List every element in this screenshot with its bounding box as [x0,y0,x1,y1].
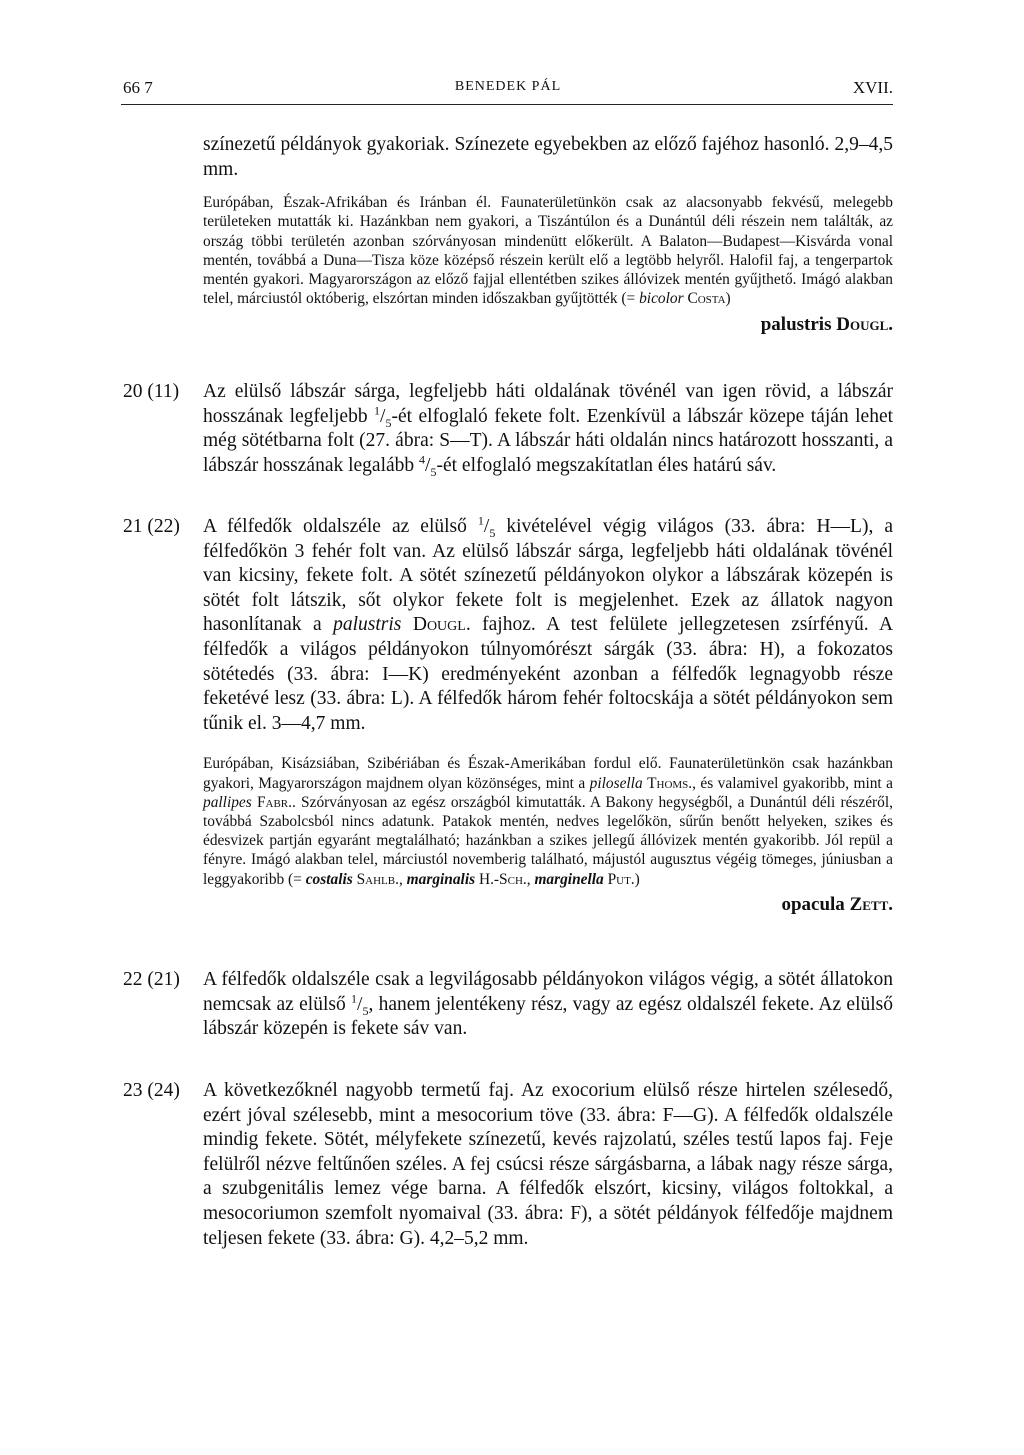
couplet-number: 23 (24) [123,1080,180,1101]
couplet-23 [203,1079,893,1251]
running-author: BENEDEK PÁL [454,79,562,94]
top-section [203,133,893,355]
species-name-palustris: palustris Dougl. [760,314,893,336]
distribution-note: Európában, Észak-Afrikában és Iránban él. Faunaterületünkön csak az alacsonyabb fekvésű, melegebb területeken mutatták ki. Hazánkban nem gyakori, a Tiszántúlon és a Dunántúl déli részein nem találták, az ország többi területén azonban szórványosan mindenütt előkerült. A Balaton—Budapest—Kisvárda vonal mentén, továbbá a Duna—Tisza köze középső részein került elő a legtöbb helyről. Halofil faj, a tengerpartok mentén gyakori. Magyarországon az előző fajjal ellentétben szikes állóvizek mentén gyűjthető. Imágó alakban telel, márciustól októberig, elszórtan minden időszakban gyűjtötték (= bicolor Costa) [203,194,893,308]
couplet-text: A következőknél nagyobb termetű faj. Az exocorium elülső része hirtelen szélesedő, ezért jóval szélesebb, mint a mesocorium töve (33. ábra: F—G). A félfedők oldalszéle mindig fekete. Sötét, mélyfekete színezetű, kevés rajzolatú, széles testű lapos faj. Feje felülről nézve feltűnően széles. A fej csúcsi része sárgásbarna, a lábak nagy része sárga, a szubgenitális lemez vége barna. A félfedők elszórt, kicsiny, világos foltokkal, a mesocoriumon szemfolt nyomaival (33. ábra: F), a sötét példányok félfedője majdnem teljesen fekete (33. ábra: G). 4,2–5,2 mm. [203,1080,893,1249]
couplet-text: A félfedők oldalszéle csak a legvilágosabb példányokon világos végig, a sötét állatokon nemcsak az elülső $^1/_5$, hanem jelentékeny rész, vagy az egész oldalszél fekete. Az elülső lábszár közepén is fekete sáv van. [203,969,894,1040]
couplet-20 [203,380,893,478]
couplet-number: 20 (11) [123,381,180,402]
couplet-22 [203,968,893,1042]
species-name-opacula: opacula Zett. [781,893,893,915]
page-number: 66 7 [123,78,153,97]
couplet-number: 21 (22) [123,516,180,537]
couplet-text: Az elülső lábszár sárga, legfeljebb háti oldalának tövénél van igen rövid, a lábszár hosszának legfeljebb $^1/_5-ét$ elfoglaló fekete folt. Ezenkívül a lábszár közepe táján lehet még sötétbarna folt (27. ábra: S—T). A lábszár háti oldalán nincs határozott hosszanti, a lábszár hosszának legalább $^4/_5-ét$ elfoglaló megszakítatlan éles határú sáv. [203,381,894,479]
volume-number: XVII. [852,78,893,97]
couplet-21 [203,515,893,935]
distribution-note: Európában, Kisázsiában, Szibériában és Észak-Amerikában fordul elő. Faunaterületünkön csak hazánkban gyakori, Magyarországon majdnem olyan közönséges, mint a pilosella Thoms., és valamivel gyakoribb, mint a pallipes Fabr.. Szórványosan az egész országból kimutatták. A Bakony hegységből, a Dunántúl déli részéről, továbbá Szabolcsból nincs adatunk. Patakok mentén, nedves legelőkön, sűrűn benőtt helyeken, szikes és édesvizek partján egyaránt megtalálható; hazánkban a szikes jellegű állóvizek mentén gyakoribb. Jól repül a fényre. Imágó alakban telel, márciustól novemberig található, májustól augusztus végéig tömeges, júniusban a leggyakoribb (= costalis Sahlb., marginalis H.-Sch., marginella Put.) [203,755,893,888]
running-header [123,78,893,104]
continued-description: színezetű példányok gyakoriak. Színezete egyebekben az előző fajéhoz hasonló. 2,9–4,5 mm. [203,134,893,180]
couplet-number: 22 (21) [123,969,180,990]
header-rule [121,104,893,105]
couplet-text: A félfedők oldalszéle az elülső $^1/_5$ kivételével végig világos (33. ábra: H—L), a félfedőkön 3 fehér folt van. Az elülső lábszár sárga, legfeljebb háti oldalának tövénél van kicsiny, fekete folt. A sötét színezetű példányokon olykor a lábszárak közepén is sötét folt látszik, sőt olykor fekete folt is megjelenhet. Ezek az állatok nagyon hasonlítanak a palustris Dougl. fajhoz. A test felülete jellegzetesen zsírfényű. A félfedők a világos példányokon túlnyomórészt sárgák (33. ábra: H), a fokozatos sötétedés (33. ábra: I—K) eredményeként azonban a félfedők legnagyobb része feketévé lesz (33. ábra: L). A félfedők három fehér foltocskája a sötét példányokon sem tűnik el. 3—4,7 mm. [203,513,894,734]
